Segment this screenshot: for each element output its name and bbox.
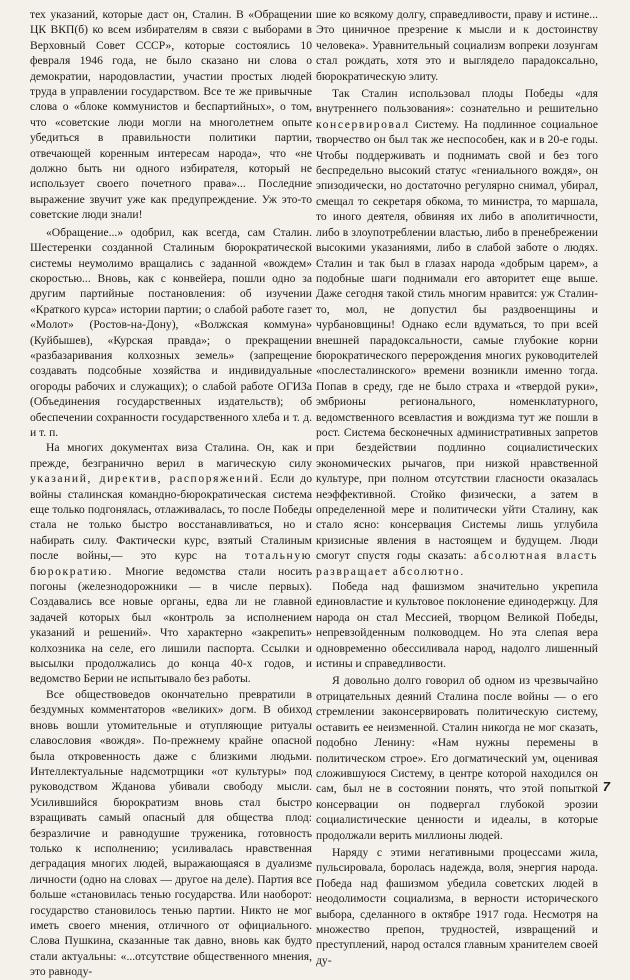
paragraph-text: Если до войны сталинская командно-бюрократическая система еще только подгонялась, отлаживалась, то после Победы стала не только быстро восстанавливаться, но и набирать силу. Фактически курс, взятый Сталиным после войны,— это курс на [30,472,313,563]
emphasis-text: указаний, директив, распоряжений. [30,472,265,486]
emphasis-text: тотальную бюрократию. [30,549,313,578]
paragraph-text: Многие ведомства стали носить погоны (железнодорожники — в числе первых). Создавались все новые органы, едва ли не главной задачей которых был «контроль за исполнением указаний и решений». Что характерно «закрепить» колхозника на селе, его лишили паспорта. Ссылки и высылки продолжались до конца 40-х годов, и ведомство Берии не испытывало без работы. [30,564,312,686]
paragraph: «Обращение...» одобрил, как всегда, сам Сталин. Шестеренки созданной Сталиным бюрократической системы неумолимо вращались с заданной «вождем» скоростью... Вновь, как с конвейера, пошли одно за другим партийные постановления: об изучении «Краткого курса» истории партии; о слабой работе газет «Молот» (Ростов-на-Дону), «Волжская коммуна» (Куйбышев), «Курская правда»; о прекращении «разбазаривания колхозных земель» (запрещение создавать подсобные хозяйства и индивидуальные огороды рабочих и служащих); о слабой работе ОГИЗа (Объединения государственных издательств); об обеспечении сохранности государственного хлеба и т. д. и т. п. [30,225,312,439]
paragraph: Все обществоведов окончательно превратили в бездумных комментаторов «великих» догм. В обиход вновь вошли утомительные и отупляющие ритуалы славословия «вождя». По-прежнему крайне опасной была откровенность даже с близкими людьми. Интеллектуальные надсмотрщики «от культуры» под руководством Жданова убивали свободу мысли. Усилившийся бюрократизм вновь стал быстро взращивать самый опасный для общества плод: безразличие и равнодушие труженика, готовность только к исполнению; усиливалась нравственная деградация многих людей, выражающаяся в дуализме личности (одно на словах — другое на деле). Партия все больше «становилась тенью государства. Или наоборот: государство становилось тенью партии. Никто не мог иметь своего мнения, отличного от официального. Слова Пушкина, сказанные так давно, вновь как будто стали актуальны: «...отсутствие общественного мнения, это равноду- [30,687,312,979]
paragraph: Победа над фашизмом значительно укрепила единовластие и культовое поклонение единодержцу. Для народа он стал Мессией, творцом Великой Победы, непревзойденным полководцем. Но эта слепая вера одновременно обессиливала народ, надолго лишенный истины и справедливости. [316,580,598,671]
paragraph [316,86,598,579]
emphasis-text: консервировал [316,117,410,131]
emphasis-text: абсолютная власть развращает абсолютно. [316,549,599,578]
paragraph: Я довольно долго говорил об одном из чрезвычайно отрицательных деяний Сталина после войны — о его стремлении законсервировать политическую систему, оставить ее неизменной. Сталин никогда не мог сказать, подобно Ленину: «Нам нужны перемены в политическом строе». Его догматический ум, оценивая сложившуюся Систему, в центре которой находился он сам, был не в состоянии понять, что этой попыткой консервации он подвергал глубокой эрозии социалистические ценности и идеалы, в которые продолжали верить миллионы людей. [316,674,598,842]
paragraph-text: Так Сталин использовал плоды Победы «для внутреннего пользования»: сознательно и решительно [316,87,598,116]
paragraph: тех указаний, которые даст он, Сталин. В «Обращении ЦК ВКП(б) ко всем избирателям в связи с выборами в Верховный Совет СССР», которые состоялись 10 февраля 1946 года, не было сказано ни слова о демократии, народовластии, участии простых людей труда в управлении государством. Все те же привычные слова о «блоке коммунистов и беспартийных», о том, что «советские люди могли на многолетнем опыте убедиться в правильности политики партии, отвечающей коренным интересам народа», что «не должно быть ни одного избирателя, который не использует своего почетного права»... Последние выражение звучит уже как предупреждение. Уж это-то советские люди знали! [30,8,312,222]
paragraph: Наряду с этими негативными процессами жила, пульсировала, боролась надежда, воля, энергия народа. Победа над фашизмом убедила советских людей в неодолимости социализма, в верности исторического выбора, сделанного в октябре 1917 года. Несмотря на множество препон, трудностей, извращений и преступлений, народ остался главным хранителем своей ду- [316,845,598,967]
page-number: 7 [602,779,610,794]
paragraph-text: Систему. На подлинное социальное творчество он был так же неспособен, как и в 20-е годы. Чтобы поддерживать и поднимать свой и без того беспредельно высокий статус «гениального вождя», он эпизодически, но достаточно регулярно снимал, убирал, смещал то секретаря обкома, то министра, то маршала, то иного деятеля, обвиняя их либо в аполитичности, либо в злоупотреблении властью, либо в пренебрежении высокими указаниями, либо в слабой заботе о людях. Сталин и так был в глазах народа «добрым царем», а подобные шаги поднимали его авторитет еще выше. Даже сегодня такой стиль многим нравится: уж Сталин-то, мол, не допустил бы раздвоенщины и чурбановщины! Однако если вдуматься, то при всей внешней парадоксальности, самые глубокие корни бюрократического перерождения многих руководителей «послесталинского» времени возникли именно тогда. Попав в среду, где не было страха и «твердой руки», эмбрионы регионального, номенклатурного, ведомственного всевластия и вождизма тут же пошли в рост. Система бесконечных административных запретов при бездействии подлинно социалистических экономических рычагов, при низкой нравственной культуре, при полном отсутствии гласности оказалась неэффективной. Стойко физически, а затем в определенной мере и политически уйти Сталину, как стало ясно: консервация Системы лишь углубила кризисные явления в настоящем и будущем. Люди смогут спустя годы сказать: [316,117,598,563]
paragraph: шие ко всякому долгу, справедливости, праву и истине... Это циничное презрение к мысли и к достоинству человека». Уравнительный социализм вопреки лозунгам стал рождать, хотя это и выглядело парадоксально, бюрократическую элиту. [316,8,598,83]
paragraph-text: На многих документах виза Сталина. Он, как и прежде, безгранично верил в магическую силу [30,441,312,470]
left-column [30,7,313,979]
right-column [316,7,599,967]
paragraph [30,440,312,687]
